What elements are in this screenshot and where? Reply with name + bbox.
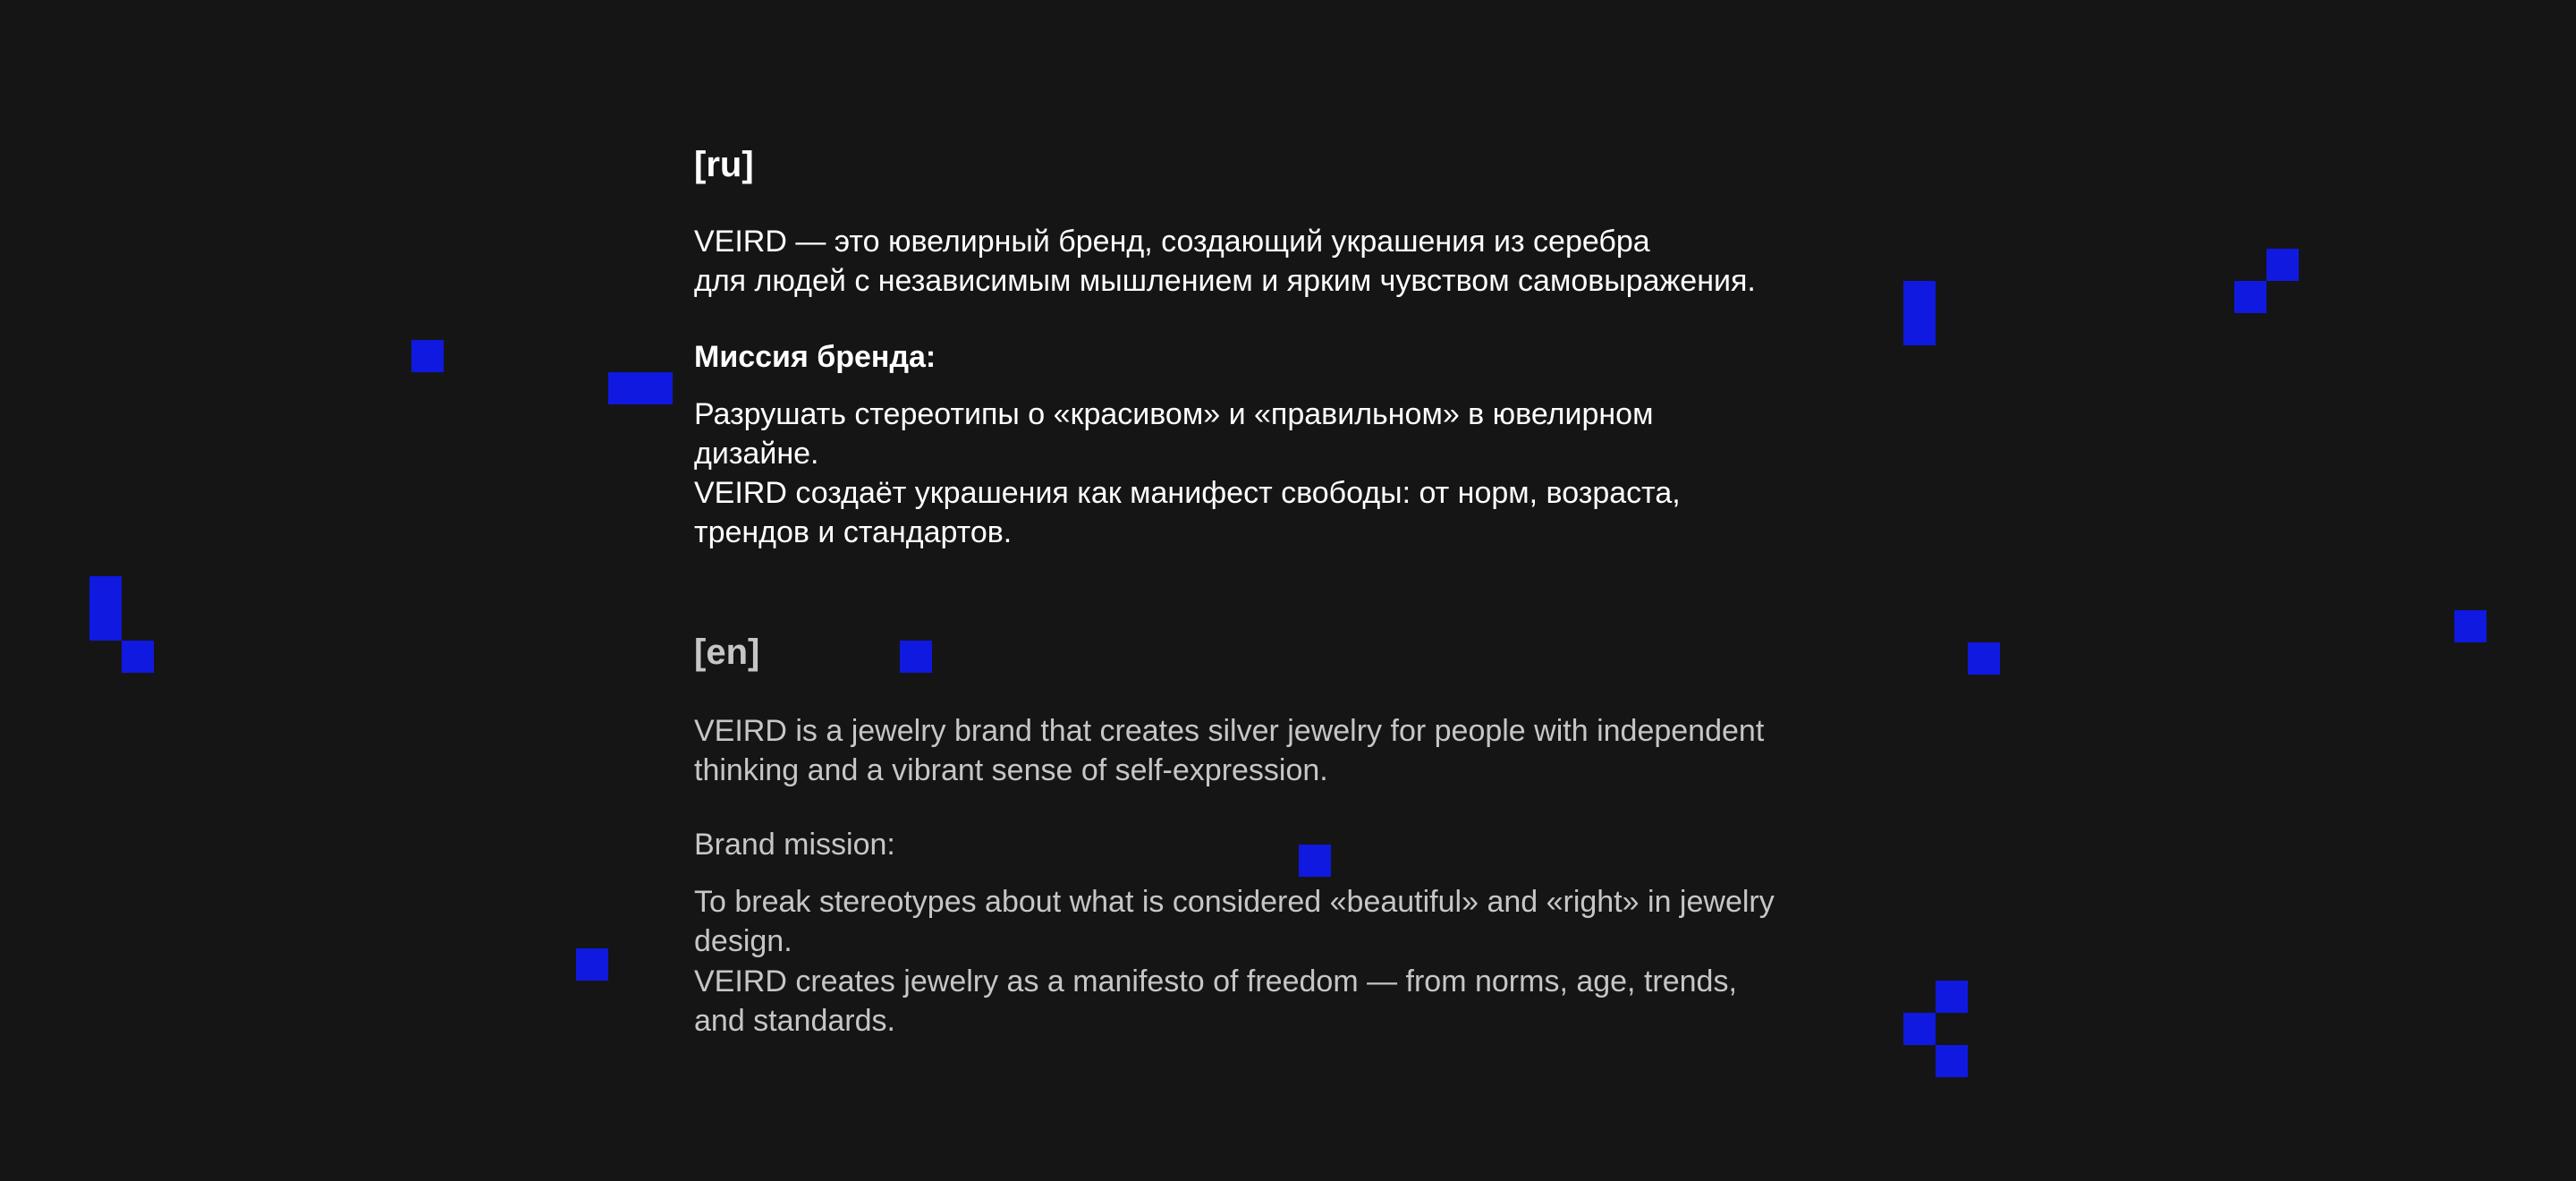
en-intro-line: thinking and a vibrant sense of self-expression. xyxy=(694,753,1328,787)
ru-mission-heading: Миссия бренда: xyxy=(694,340,936,374)
en-mission-heading: Brand mission: xyxy=(694,828,895,862)
decorative-pixel xyxy=(900,641,932,673)
ru-mission-line: дизайне. xyxy=(694,437,819,471)
ru-intro-line: VEIRD — это ювелирный бренд, создающий украшения из серебра xyxy=(694,225,1650,259)
decorative-pixel xyxy=(411,340,444,372)
decorative-pixel xyxy=(2454,610,2487,642)
decorative-pixel xyxy=(122,641,154,673)
ru-mission-line: Разрушать стереотипы о «красивом» и «правильном» в ювелирном xyxy=(694,397,1654,431)
en-mission-line: design. xyxy=(694,924,792,958)
en-intro-line: VEIRD is a jewelry brand that creates silver jewelry for people with independent xyxy=(694,714,1765,748)
decorative-pixel xyxy=(576,948,608,981)
decorative-pixel xyxy=(1299,845,1331,877)
ru-mission-line: трендов и стандартов. xyxy=(694,515,1013,549)
decorative-pixel xyxy=(2234,281,2267,313)
decorative-pixel xyxy=(89,576,122,641)
en-language-tag: [en] xyxy=(694,633,760,672)
ru-mission-line: VEIRD создаёт украшения как манифест свободы: от норм, возраста, xyxy=(694,476,1681,510)
decorative-pixel xyxy=(1968,642,2000,675)
decorative-pixel xyxy=(1936,981,1968,1013)
decorative-pixel xyxy=(1903,1013,1936,1045)
en-mission-line: To break stereotypes about what is considered «beautiful» and «right» in jewelry xyxy=(694,885,1775,919)
decorative-pixel xyxy=(1903,281,1936,345)
ru-language-tag: [ru] xyxy=(694,145,754,184)
decorative-pixel xyxy=(2267,249,2299,281)
ru-intro-line: для людей с независимым мышлением и ярким чувством самовыражения. xyxy=(694,264,1756,298)
decorative-pixel xyxy=(608,372,673,404)
decorative-pixel xyxy=(1936,1045,1968,1077)
en-mission-line: VEIRD creates jewelry as a manifesto of freedom — from norms, age, trends, xyxy=(694,964,1737,998)
en-mission-line: and standards. xyxy=(694,1004,895,1038)
